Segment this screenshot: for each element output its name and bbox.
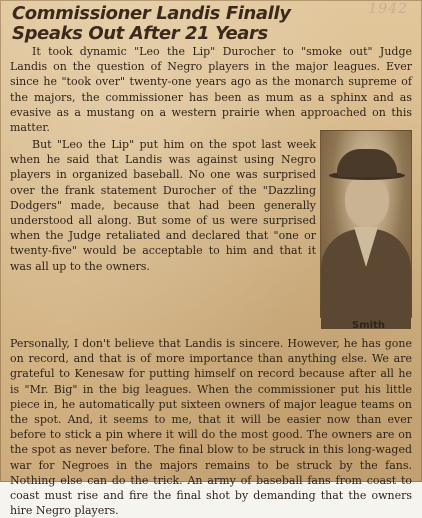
article-column-top: [10, 44, 412, 135]
headline: [12, 4, 292, 44]
portrait-photo: [320, 130, 412, 318]
article-paragraph-2: But "Leo the Lip" put him on the spot last week when he said that Landis was against using Negro players in organized baseball. No one was surprised over the frank statement Durocher of the "Dazzling Dodgers" made, because that had been generally understood all along. But some of us were surprised when the Judge retaliated and declared that "one or twenty-five" would be acceptable to him and that it was all up to the owners.: [10, 138, 316, 273]
article-column-left: [10, 137, 316, 274]
article-paragraph-3: Personally, I don't believe that Landis is sincere. However, he has gone on record, and that is of more importance than anything else. We are grateful to Kenesaw for putting himself on record because after all he is "Mr. Big" in the big leagues. When the commissioner put his little piece in, he automatically put sixteen owners of major league teams on the spot. And, it seems to me, that it will be easier now than ever before to stick a pin where it will do the most good. The owners are on the spot as never before. The final blow to be struck in this long-waged war for Negroes in the majors remains to be struck by the fans. Nothing else can do the trick. An army of baseball fans from coast to coast must rise and fire the final shot by demanding that the owners hire Negro players.: [10, 337, 412, 518]
article-paragraph-1: It took dynamic "Leo the Lip" Durocher to "smoke out" Judge Landis on the question of Negro players in the major leagues. Ever since he "took over" twenty-one years ago as the monarch supreme of the majors, the commissioner has been as mum as a sphinx and as evasive as a mustang on a western prairie when approached on this matter.: [10, 45, 412, 135]
headline-line-1: Commissioner Landis Finally: [12, 3, 291, 24]
headline-line-2: Speaks Out After 21 Years: [12, 23, 268, 44]
photo-caption: Smith: [352, 320, 385, 331]
photo-face: [345, 175, 389, 227]
article-column-bottom: [10, 336, 412, 518]
photo-hat: [337, 149, 397, 177]
handwritten-note: 1942: [368, 1, 408, 17]
